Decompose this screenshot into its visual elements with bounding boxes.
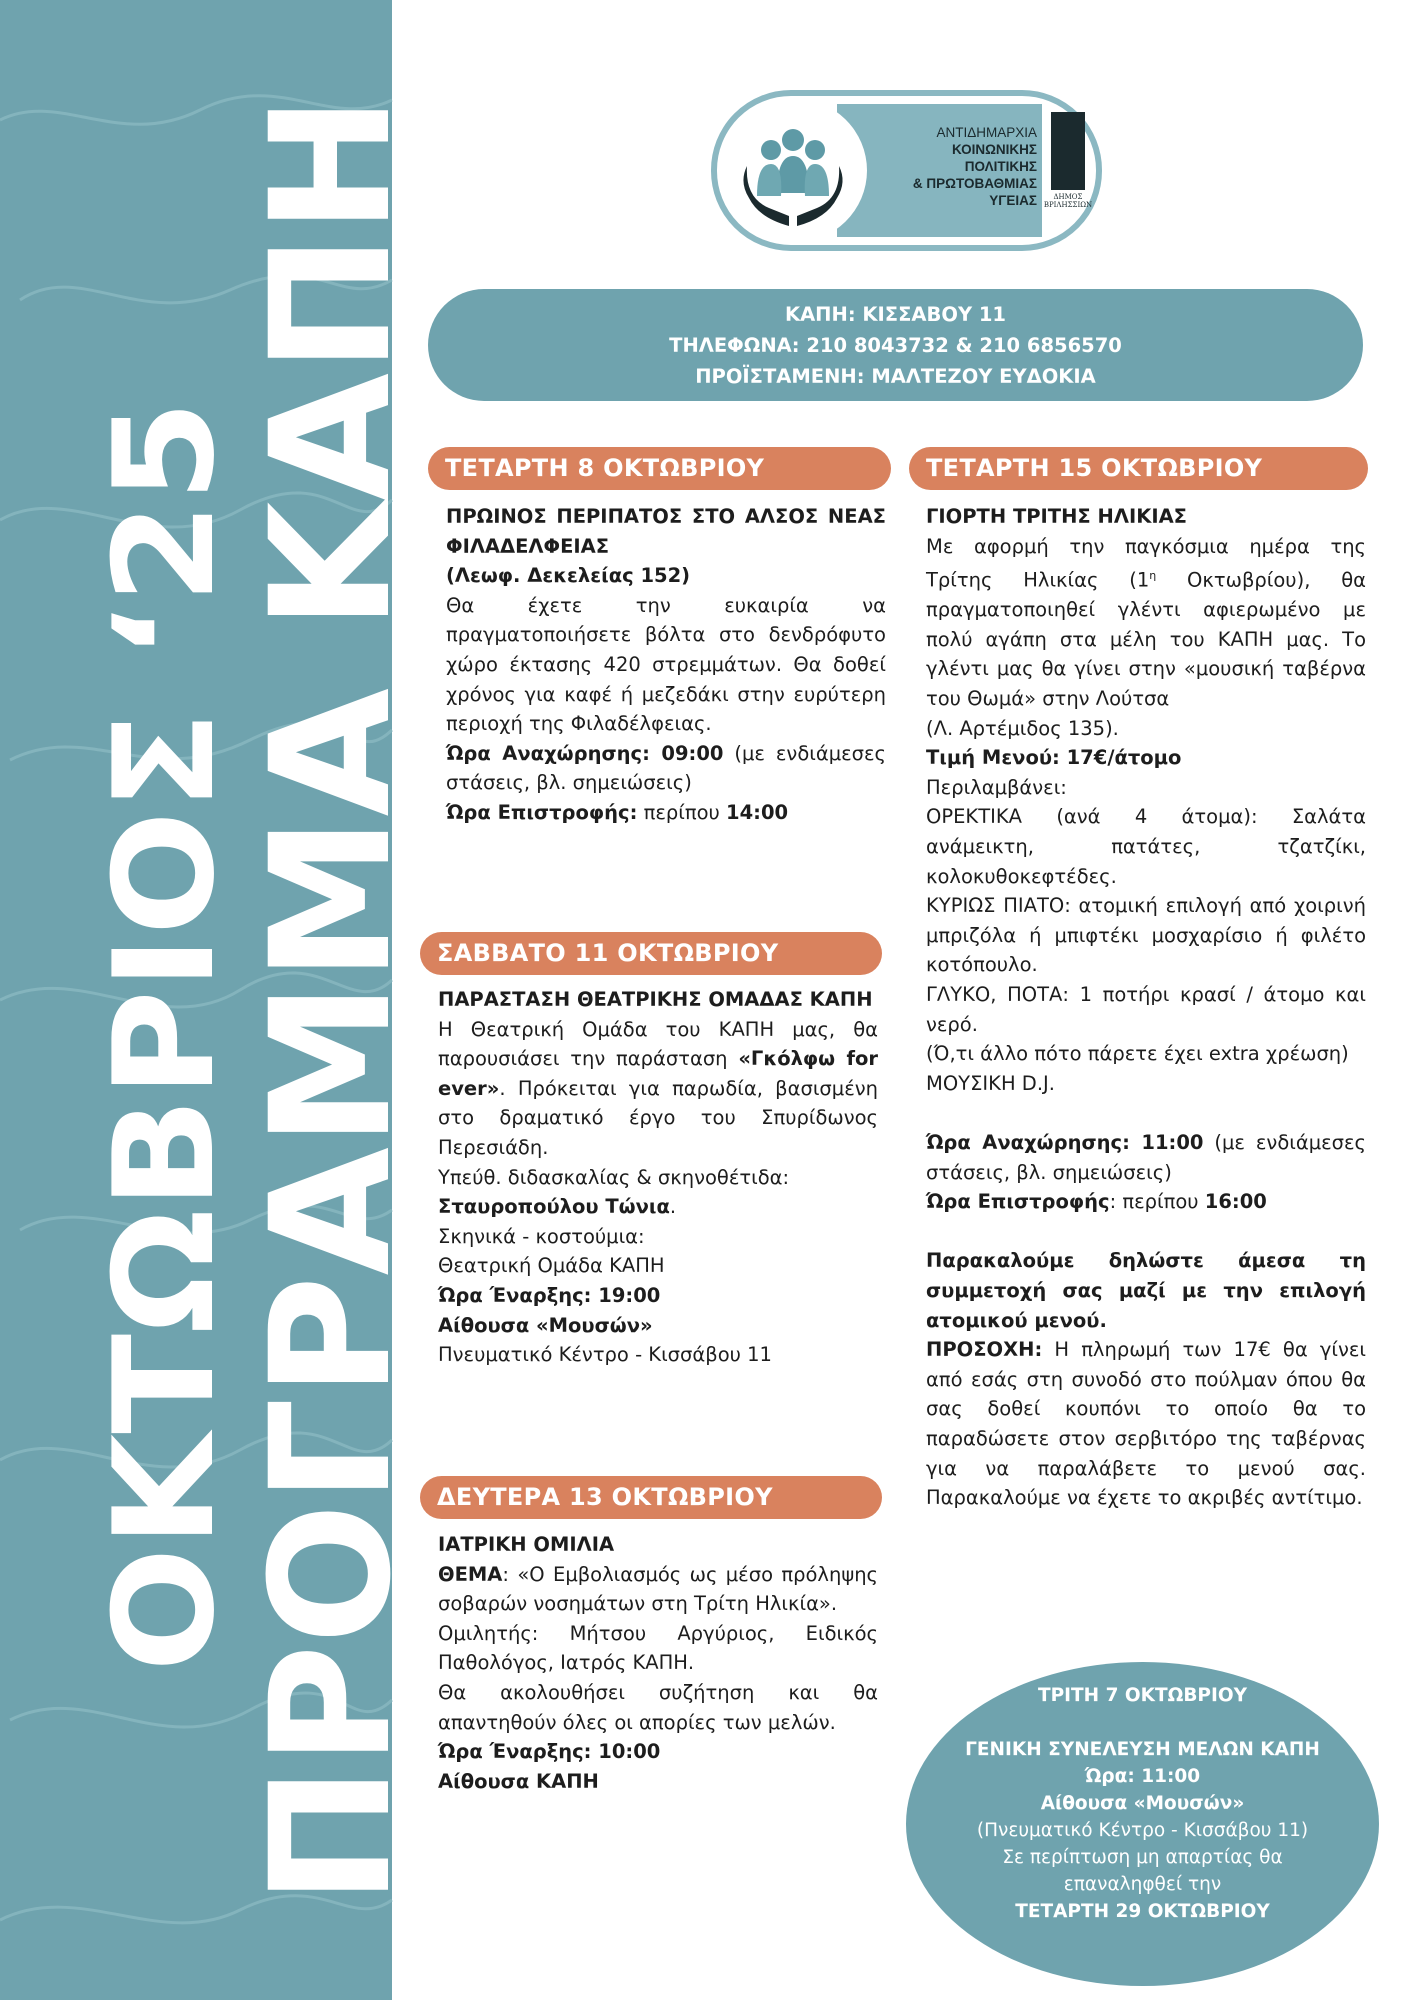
event-theatre: ΠΑΡΑΣΤΑΣΗ ΘΕΑΤΡΙΚΗΣ ΟΜΑΔΑΣ ΚΑΠΗ Η Θεατρική Ομάδα του ΚΑΠΗ μας, θα παρουσιάσει την παράσταση «Γκόλφω for ever». Πρόκειται για παρωδία, βασισμένη στο δραματικό έργο του Σπυρίδωνος Περεσιάδη. Υπεύθ. διδασκαλίας & σκηνοθέτιδα: Σταυροπούλου Τώνια. Σκηνικά - κοστούμια: Θεατρική Ομάδα ΚΑΠΗ Ώρα Έναρξης: 19:00 Αίθουσα «Μουσών» Πνευματικό Κέντρο - Κισσάβου 11 <box>438 985 878 1370</box>
departure-time: Ώρα Αναχώρησης: 11:00 <box>926 1130 1204 1154</box>
menu-price: Τιμή Μενού: 17€/άτομο <box>926 746 1182 770</box>
assembly-hall: Αίθουσα «Μουσών» <box>1040 1793 1245 1814</box>
event-date-header: ΔΕΥΤΕΡΑ 13 ΟΚΤΩΒΡΙΟΥ <box>420 1476 882 1519</box>
municipality-crest-icon <box>1051 112 1085 190</box>
logo-text-1: ΑΝΤΙΔΗΜΑΡΧΙΑ <box>936 125 1037 140</box>
logo-text-4: & ΠΡΩΤΟΒΑΘΜΙΑΣ <box>912 176 1037 191</box>
event-date-header: ΣΑΒΒΑΤΟ 11 ΟΚΤΩΒΡΙΟΥ <box>420 932 882 975</box>
payment-notice: ΠΡΟΣΟΧΗ: Η πληρωμή των 17€ θα γίνει από εσάς στη συνοδό στο πούλμαν όπου θα σας δοθεί κουπόνι το οποίο θα το παραδώσετε στον σερβιτόρο της ταβέρνας για να παραλάβετε το μενού σας. Παρακαλούμε να έχετε το ακριβές αντίτιμο. <box>926 1338 1366 1510</box>
quorum-note: Σε περίπτωση μη απαρτίας θα <box>1002 1847 1283 1868</box>
speaker: Ομιλητής: Μήτσου Αργύριος, Ειδικός Παθολόγος, Ιατρός ΚΑΠΗ. <box>438 1621 878 1675</box>
director-label: Υπεύθ. διδασκαλίας & σκηνοθέτιδα: <box>438 1165 790 1189</box>
event-description: Η Θεατρική Ομάδα του ΚΑΠΗ μας, θα παρουσιάσει την παράσταση «Γκόλφω for ever». Πρόκειται για παρωδία, βασισμένη στο δραματικό έργο του Σπυρίδωνος Περεσιάδη. <box>438 1017 878 1159</box>
assembly-venue: (Πνευματικό Κέντρο - Κισσάβου 11) <box>976 1820 1309 1841</box>
sidebar-title-graphic <box>0 0 427 2000</box>
logo-text-3: ΠΟΛΙΤΙΚΗΣ <box>964 159 1037 174</box>
return-approx: : περίπου <box>1109 1190 1205 1214</box>
event-title: ΠΑΡΑΣΤΑΣΗ ΘΕΑΤΡΙΚΗΣ ΟΜΑΔΑΣ ΚΑΠΗ <box>438 988 873 1011</box>
event-description: Με αφορμή την παγκόσμια ημέρα της Τρίτης Ηλικίας ($1^\eta$ Οκτωβρίου), θα πραγματοποιηθεί γλέντι αφιερωμένο με πολύ αγάπη στα μέλη του ΚΑΠΗ μας. Το γλέντι μας θα γίνει στην «μουσική ταβέρνα του Θωμά» στην Λούτσα <box>926 534 1366 711</box>
event-address: (Λεωφ. Δεκελείας 152) <box>446 564 691 588</box>
contact-info-banner <box>428 289 1363 401</box>
event-title: ΠΡΩΙΝΟΣ ΠΕΡΙΠΑΤΟΣ ΣΤΟ ΑΛΣΟΣ ΝΕΑΣ ΦΙΛΑΔΕΛΦΕΙΑΣ <box>446 505 886 558</box>
supervisor: ΠΡΟΪΣΤΑΜΕΝΗ: ΜΑΛΤΕΖΟΥ ΕΥΔΟΚΙΑ <box>695 365 1096 388</box>
assembly-title: ΓΕΝΙΚΗ ΣΥΝΕΛΕΥΣΗ ΜΕΛΩΝ ΚΑΠΗ <box>965 1739 1320 1760</box>
hall: Αίθουσα «Μουσών» <box>438 1313 653 1337</box>
return-label: Ώρα Επιστροφής: <box>446 800 638 824</box>
sets-label: Σκηνικά - κοστούμια: <box>438 1224 645 1248</box>
lecture-topic: ΘΕΜΑ: «Ο Εμβολιασμός ως μέσο πρόληψης σοβαρών νοσημάτων στη Τρίτη Ηλικία». <box>438 1562 878 1616</box>
assembly-date: ΤΡΙΤΗ 7 ΟΚΤΩΒΡΙΟΥ <box>1038 1685 1247 1706</box>
municipality-name: ΔΗΜΟΣ ΒΡΙΛΗΣΣΙΩΝ <box>1043 193 1093 209</box>
event-celebration <box>926 502 1366 1513</box>
event-description: Θα έχετε την ευκαιρία να πραγματοποιήσετε βόλτα στο δενδρόφυτο χώρο έκτασης 420 στρεμμάτων. Θα δοθεί χρόνος για καφέ ή μεζεδάκι στην ευρύτερη περιοχή της Φιλαδέλφειας. <box>446 593 886 736</box>
departure-time: Ώρα Αναχώρησης: 09:00 <box>446 741 724 765</box>
event-date-header: ΤΕΤΑΡΤΗ 8 ΟΚΤΩΒΡΙΟΥ <box>428 447 891 490</box>
registration-notice: Παρακαλούμε δηλώστε άμεσα τη συμμετοχή σας μαζί με την επιλογή ατομικού μενού. <box>926 1249 1366 1332</box>
menu-extra: (Ό,τι άλλο πότο πάρετε έχει extra χρέωση) ΜΟΥΣΙΚΗ D.J. <box>926 1042 1349 1095</box>
event-title: ΙΑΤΡΙΚΗ ΟΜΙΛΙΑ <box>438 1533 615 1556</box>
sidebar-title-month: ΟΚΤΩΒΡΙΟΣ ‘25 <box>84 474 245 1672</box>
menu-dessert: ΓΛΥΚΟ, ΠΟΤΑ: 1 ποτήρι κρασί / άτομο και νερό. <box>926 983 1366 1036</box>
general-assembly-notice <box>906 1662 1379 1986</box>
logo-circle <box>719 98 867 243</box>
assembly-repeat-date: ΤΕΤΑΡΤΗ 29 ΟΚΤΩΒΡΙΟΥ <box>1015 1901 1270 1922</box>
event-title: ΓΙΟΡΤΗ ΤΡΙΤΗΣ ΗΛΙΚΙΑΣ <box>926 505 1187 528</box>
department-logo <box>711 90 1102 251</box>
departure-note: (με ενδιάμεσες στάσεις, βλ. σημειώσεις) <box>926 1130 1366 1184</box>
venue: Πνευματικό Κέντρο - Κισσάβου 11 <box>438 1343 772 1367</box>
assembly-time: Ώρα: 11:00 <box>1084 1766 1201 1787</box>
event-lecture <box>438 1530 878 1796</box>
includes-label: Περιλαμβάνει: <box>926 775 1067 799</box>
sets: Θεατρική Ομάδα ΚΑΠΗ <box>438 1254 665 1278</box>
event-walk <box>446 502 886 828</box>
start-time: Ώρα Έναρξης: 10:00 <box>438 1740 661 1764</box>
event-date-header: ΤΕΤΑΡΤΗ 15 ΟΚΤΩΒΡΙΟΥ <box>909 447 1368 490</box>
hall: Αίθουσα ΚΑΠΗ <box>438 1769 599 1793</box>
sidebar-banner <box>0 0 427 2000</box>
menu-main: ΚΥΡΙΩΣ ΠΙΑΤΟ: ατομική επιλογή από χοιρινή μπριζόλα ή μπιφτέκι μοσχαρίσιο ή φιλέτο κοτόπουλο. <box>926 894 1366 977</box>
sidebar-title-program: ΠΡΟΓΡΑΜΜΑ ΚΑΠΗ <box>235 106 427 1905</box>
start-time: Ώρα Έναρξης: 19:00 <box>438 1283 661 1307</box>
event-address: (Λ. Αρτέμιδος 135). <box>926 716 1119 740</box>
logo-text-2: ΚΟΙΝΩΝΙΚΗΣ <box>951 142 1037 157</box>
quorum-note-2: επαναληφθεί την <box>1063 1874 1222 1895</box>
logo-text-5: ΥΓΕΙΑΣ <box>989 193 1037 208</box>
discussion: Θα ακολουθήσει συζήτηση και θα απαντηθούν όλες οι απορίες των μελών. <box>438 1680 878 1734</box>
return-time: 16:00 <box>1204 1190 1267 1214</box>
director: Σταυροπούλου Τώνια <box>438 1195 670 1219</box>
departure-note: (με ενδιάμεσες στάσεις, βλ. σημειώσεις) <box>446 741 886 795</box>
return-approx: περίπου <box>637 800 727 824</box>
hands-people-icon <box>719 98 867 243</box>
menu-starters: ΟΡΕΚΤΙΚΑ (ανά 4 άτομα): Σαλάτα ανάμεικτη, πατάτες, τζατζίκι, κολοκυθοκεφτέδες. <box>926 805 1366 888</box>
address: ΚΑΠΗ: ΚΙΣΣΑΒΟΥ 11 <box>784 303 1006 326</box>
phones: ΤΗΛΕΦΩΝΑ: 210 8043732 & 210 6856570 <box>669 334 1122 357</box>
return-label: Ώρα Επιστροφής <box>926 1190 1110 1214</box>
return-time: 14:00 <box>726 800 789 824</box>
